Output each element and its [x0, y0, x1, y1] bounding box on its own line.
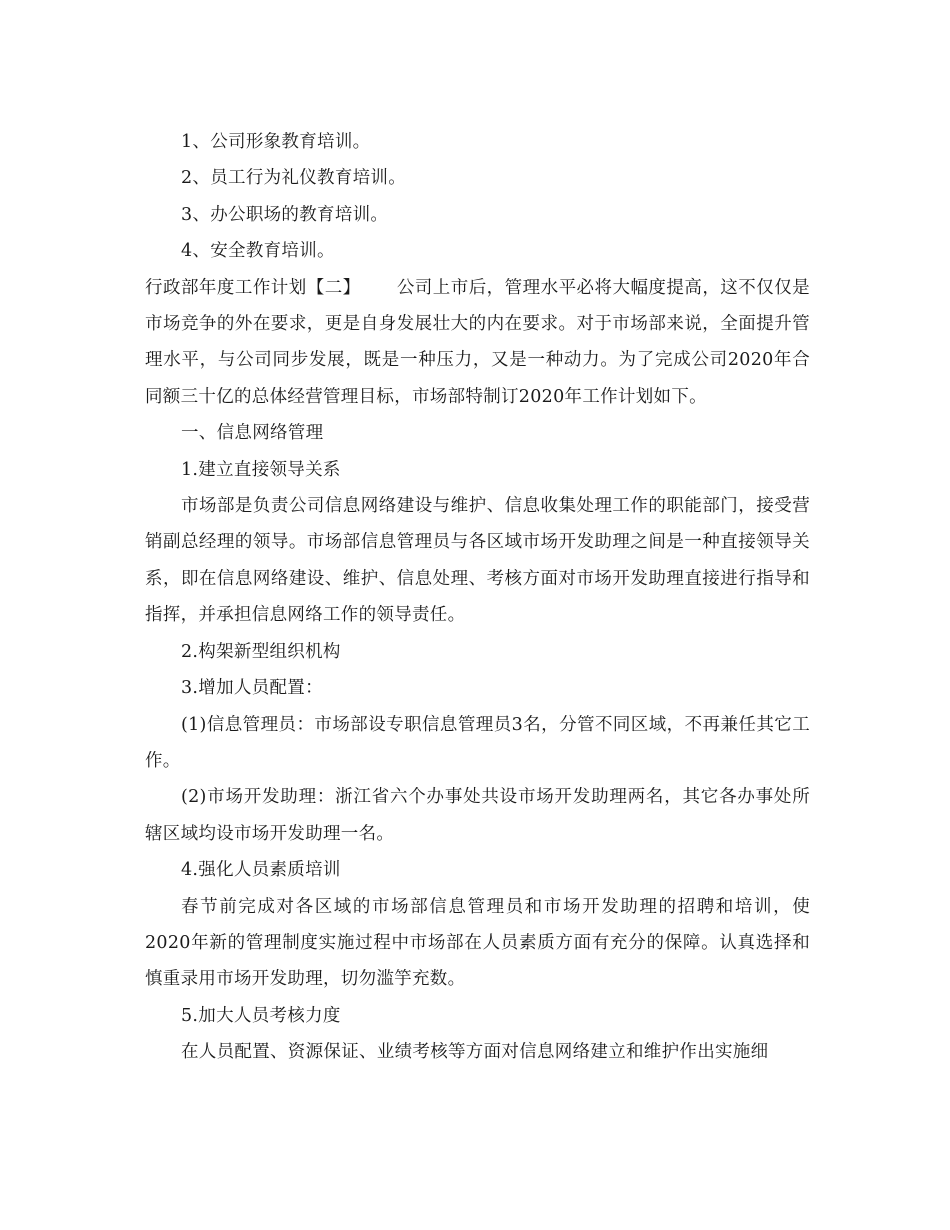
list-item-3: 3、办公职场的教育培训。 — [181, 204, 389, 225]
paragraph-training: 春节前完成对各区域的市场部信息管理员和市场开发助理的招聘和培训，使2020年新的管理制度实施过程中市场部在人员素质方面有充分的保障。认真选择和慎重录用市场开发助理，切勿滥竽充数。 — [145, 896, 810, 990]
subheading-3: 3.增加人员配置： — [181, 678, 323, 699]
section-heading: 行政部年度工作计划【二】 — [145, 277, 361, 298]
subheading-5: 5.加大人员考核力度 — [181, 1005, 341, 1026]
document-body — [145, 124, 810, 1071]
subheading-4: 4.强化人员素质培训 — [181, 860, 341, 881]
heading-info-network: 一、信息网络管理 — [181, 423, 324, 444]
paragraph-info-manager: (1)信息管理员：市场部设专职信息管理员3名，分管不同区域，不再兼任其它工作。 — [145, 714, 810, 771]
paragraph-1: 市场部是负责公司信息网络建设与维护、信息收集处理工作的职能部门，接受营销副总经理的领导。市场部信息管理员与各区域市场开发助理之间是一种直接领导关系，即在信息网络建设、维护、信息处理、考核方面对市场开发助理直接进行指导和指挥，并承担信息网络工作的领导责任。 — [145, 496, 810, 626]
paragraph-market-assistant: (2)市场开发助理：浙江省六个办事处共设市场开发助理两名，其它各办事处所辖区域均设市场开发助理一名。 — [145, 787, 810, 844]
subheading-1: 1.建立直接领导关系 — [181, 459, 341, 480]
list-item-1: 1、公司形象教育培训。 — [181, 132, 371, 152]
intro-text: 公司上市后，管理水平必将大幅度提高，这不仅仅是市场竞争的外在要求，更是自身发展壮大的内在要求。对于市场部来说，全面提升管理水平，与公司同步发展，既是一种压力，又是一种动力。为了完成公司2020年合同额三十亿的总体经营管理目标，市场部特制订2020年工作计划如下。 — [145, 277, 810, 407]
subheading-2: 2.构架新型组织机构 — [181, 641, 341, 662]
list-item-2: 2、员工行为礼仪教育培训。 — [181, 168, 407, 189]
list-item-4: 4、安全教育培训。 — [181, 241, 335, 262]
section-intro-paragraph — [145, 270, 810, 416]
paragraph-assessment: 在人员配置、资源保证、业绩考核等方面对信息网络建立和维护作出实施细 — [181, 1042, 769, 1063]
